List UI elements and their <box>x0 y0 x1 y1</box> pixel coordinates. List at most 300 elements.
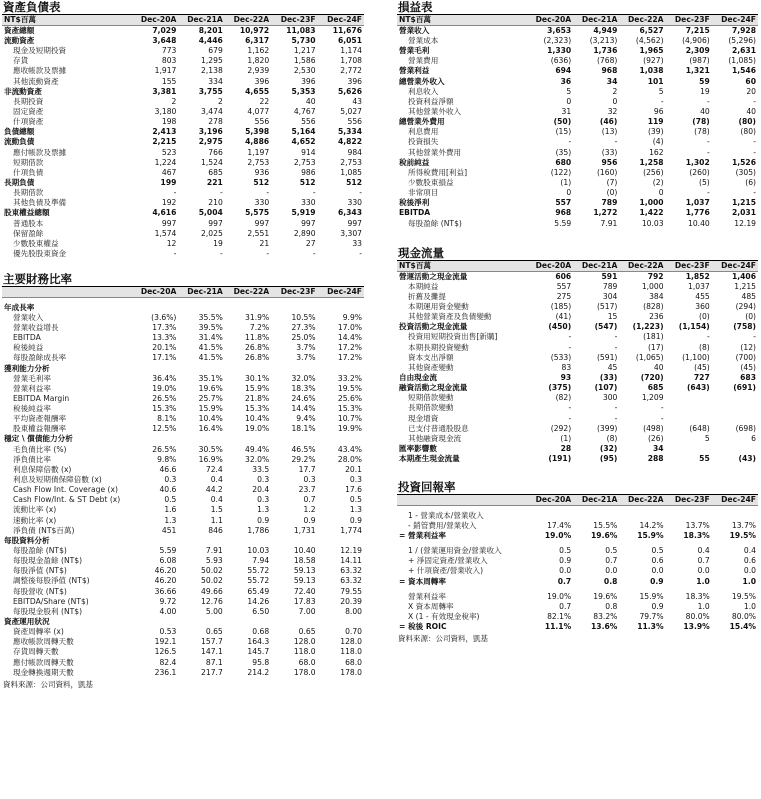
value-cell: 11,083 <box>286 26 316 35</box>
value-cell: 1,215 <box>734 281 756 291</box>
row-label: 總營業外費用 <box>399 117 445 127</box>
value-cell: (636) <box>550 56 572 66</box>
value-cell: - <box>266 249 270 259</box>
value-cell: 17.3% <box>152 322 177 332</box>
value-cell: 40.6 <box>159 485 177 495</box>
row-label: 每股現金盈餘 (NT$) <box>13 556 83 566</box>
value-cell: 2,772 <box>340 66 362 76</box>
value-cell: 10.7% <box>337 414 362 424</box>
value-cell: 679 <box>208 46 223 56</box>
value-cell: (720) <box>640 373 664 382</box>
value-cell: 984 <box>347 147 362 157</box>
value-cell: 5 <box>566 86 572 96</box>
value-cell: 17.2% <box>337 353 362 363</box>
value-cell: 0.5 <box>349 495 362 505</box>
value-cell: 485 <box>741 291 756 301</box>
table-row <box>397 343 758 353</box>
header-row <box>397 495 758 506</box>
value-cell: 221 <box>206 178 223 188</box>
value-cell: 11.8% <box>245 333 270 343</box>
row-label: 營業毛利率 <box>13 373 51 383</box>
value-cell: (8) <box>606 433 618 443</box>
row-label: = 營業利益率 <box>399 531 446 541</box>
table-row <box>2 148 364 158</box>
value-cell: 17.6 <box>345 485 362 495</box>
header-period: Dec-24F <box>712 15 758 26</box>
table-row <box>2 219 364 229</box>
row-label: 短期借款 <box>13 157 44 167</box>
value-cell: 25.6% <box>337 393 362 403</box>
value-cell: 1,786 <box>247 525 270 535</box>
value-cell: 5,919 <box>291 208 316 218</box>
value-cell: 997 <box>301 218 316 228</box>
value-cell: - <box>753 332 756 342</box>
value-cell: (160) <box>596 167 618 177</box>
value-cell: 7,029 <box>152 26 177 35</box>
value-cell: 304 <box>602 291 618 301</box>
value-cell: 6,051 <box>337 36 362 46</box>
value-cell: 2 <box>171 96 177 106</box>
value-cell: 1,736 <box>593 46 618 56</box>
category-label: 每股資料分析 <box>4 535 50 545</box>
value-cell: 1.0 <box>697 601 710 611</box>
value-cell: 30.1% <box>245 373 270 383</box>
value-cell: 15.5% <box>593 520 618 530</box>
table-row <box>2 485 364 495</box>
value-cell: - <box>614 342 618 352</box>
value-cell: 0.5 <box>651 546 664 556</box>
value-cell: 11,676 <box>332 26 362 35</box>
value-cell: (450) <box>548 322 572 332</box>
value-cell: - <box>614 332 618 342</box>
table-row <box>2 127 364 137</box>
row-label: 應收帳款周轉天數 <box>13 637 74 647</box>
row-label: 少數股東損益 <box>408 178 454 188</box>
value-cell: (3,213) <box>589 36 618 46</box>
value-cell: - <box>568 137 572 147</box>
row-label: 其他資產變動 <box>408 362 454 372</box>
table-row <box>397 566 758 576</box>
value-cell: 17.7 <box>298 464 316 474</box>
value-cell: 1.2 <box>303 505 316 515</box>
table-row <box>397 46 758 56</box>
value-cell: 0.3 <box>257 475 270 485</box>
value-cell: 2,025 <box>201 228 223 238</box>
header-unit <box>2 287 132 298</box>
value-cell: 83.2% <box>593 612 618 622</box>
value-cell: 6,343 <box>337 208 362 218</box>
value-cell: 80.0% <box>685 612 710 622</box>
value-cell: (191) <box>548 454 572 464</box>
value-cell: 59 <box>699 76 710 86</box>
value-cell: 19.5% <box>731 591 756 601</box>
row-label: 長期負債 <box>4 178 35 188</box>
category-label: 年成長率 <box>4 302 35 312</box>
value-cell: 21 <box>259 238 270 248</box>
header-period: Dec-24F <box>712 495 758 506</box>
right-column <box>397 0 758 644</box>
table-row <box>397 373 758 383</box>
row-label: 應付帳款周轉天數 <box>13 657 74 667</box>
value-cell: 33.2% <box>337 373 362 383</box>
value-cell: 82.1% <box>547 612 572 622</box>
value-cell: 192 <box>161 198 177 208</box>
table-row <box>2 374 364 384</box>
value-cell <box>573 511 619 521</box>
value-cell: 0.9 <box>303 515 316 525</box>
table-row <box>2 168 364 178</box>
value-cell: 1,917 <box>154 66 177 76</box>
value-cell: 9.9% <box>342 312 362 322</box>
value-cell: (547) <box>594 322 618 332</box>
value-cell: 936 <box>254 167 270 177</box>
value-cell: (95) <box>599 454 618 464</box>
value-cell: 0.65 <box>298 627 316 637</box>
row-label: 稅後淨利 <box>399 198 430 208</box>
value-cell: 0.53 <box>159 627 177 637</box>
value-cell: 1.0 <box>742 576 756 586</box>
value-cell: 288 <box>647 454 664 464</box>
value-cell: (80) <box>740 127 756 137</box>
table-row <box>2 668 364 678</box>
value-cell: 9.72 <box>159 596 177 606</box>
row-label: 優先股股東資金 <box>13 249 67 259</box>
value-cell: (12) <box>740 342 756 352</box>
value-cell: 1.6 <box>164 505 177 515</box>
value-cell: 46.5% <box>291 444 316 454</box>
value-cell: 19 <box>700 86 710 96</box>
value-cell <box>712 511 758 521</box>
value-cell <box>712 444 758 454</box>
value-cell: 6 <box>751 433 756 443</box>
table-row <box>397 332 758 342</box>
value-cell: 683 <box>740 373 756 382</box>
left-column <box>2 0 364 690</box>
table-row <box>397 302 758 312</box>
value-cell: 1,215 <box>731 198 756 208</box>
value-cell: 0.3 <box>257 495 270 505</box>
value-cell: (828) <box>643 302 664 312</box>
value-cell: 72.4 <box>205 464 223 474</box>
row-label: 短期借款變動 <box>408 393 454 403</box>
table-row <box>2 647 364 657</box>
row-label: 現金增資 <box>408 413 439 423</box>
value-cell: 1,546 <box>731 66 756 76</box>
table-row <box>2 526 364 536</box>
row-label: 什項負債 <box>13 167 44 177</box>
value-cell: - <box>707 332 710 342</box>
row-label: 稅前純益 <box>399 157 430 167</box>
value-cell: 4,822 <box>337 137 362 147</box>
value-cell: 27.3% <box>291 322 316 332</box>
table-row <box>2 46 364 56</box>
value-cell: 19.5% <box>729 531 756 541</box>
value-cell: - <box>266 188 270 198</box>
row-label: 本期運用資金變動 <box>408 302 469 312</box>
value-cell: 275 <box>556 291 572 301</box>
value-cell: 28.0% <box>337 454 362 464</box>
value-cell: 0.0 <box>651 566 664 576</box>
header-period: Dec-23F <box>271 15 317 26</box>
table-row <box>2 56 364 66</box>
row-label: 營業利益率 <box>13 383 51 393</box>
value-cell: (4) <box>652 137 664 147</box>
row-label: 平均資產報酬率 <box>13 414 67 424</box>
value-cell: 0.7 <box>605 556 618 566</box>
value-cell: (2,323) <box>543 36 572 46</box>
header-period: Dec-22A <box>619 261 665 272</box>
table-row <box>2 516 364 526</box>
value-cell: 3,474 <box>201 107 223 117</box>
row-label: Cash Flow Int. Coverage (x) <box>13 485 118 495</box>
value-cell: 199 <box>160 178 177 188</box>
header-row <box>2 15 364 26</box>
table-row <box>397 36 758 46</box>
value-cell: 22 <box>259 96 270 106</box>
value-cell: 26.8% <box>245 343 270 353</box>
value-cell: 2,551 <box>247 228 270 238</box>
row-label: = 資本周轉率 <box>399 576 446 586</box>
value-cell: 451 <box>161 525 177 535</box>
value-cell: 192.1 <box>154 637 177 647</box>
value-cell: 36 <box>560 76 572 86</box>
value-cell: 1.0 <box>696 576 710 586</box>
value-cell: 10.03 <box>247 546 270 556</box>
value-cell: 1,224 <box>154 157 177 167</box>
value-cell: 1,965 <box>639 46 664 56</box>
value-cell: (0) <box>698 312 710 322</box>
value-cell: 12.19 <box>340 546 362 556</box>
value-cell: 0.9 <box>559 556 572 566</box>
row-label: Cash Flow/Int. & ST Debt (x) <box>13 495 121 505</box>
value-cell: - <box>312 249 316 259</box>
value-cell: 0.9 <box>349 515 362 525</box>
value-cell: (6) <box>745 178 756 188</box>
header-period: Dec-21A <box>573 15 619 26</box>
value-cell: 5,730 <box>291 36 316 46</box>
header-period: Dec-20A <box>132 287 178 298</box>
value-cell <box>666 414 712 424</box>
value-cell: 846 <box>208 525 223 535</box>
value-cell: 18.1% <box>291 424 316 434</box>
value-cell: 1,037 <box>688 281 710 291</box>
value-cell: (1,100) <box>682 352 710 362</box>
row-label: EBITDA <box>13 333 41 343</box>
value-cell: 13.3% <box>152 333 177 343</box>
row-label: 資產周轉率 (x) <box>13 627 64 637</box>
income-statement-title: 損益表 <box>397 0 758 15</box>
value-cell: 7.91 <box>600 218 618 228</box>
table-row <box>397 556 758 566</box>
value-cell: 14.26 <box>247 596 270 606</box>
header-period: Dec-22A <box>619 495 665 506</box>
value-cell: 557 <box>556 281 572 291</box>
value-cell: 44.2 <box>205 485 223 495</box>
value-cell: 3.7% <box>296 343 316 353</box>
value-cell: 0.6 <box>743 556 756 566</box>
row-label: 利息保障倍數 (x) <box>13 464 72 474</box>
table-row <box>397 403 758 413</box>
value-cell: 3,180 <box>154 107 177 117</box>
value-cell: 214.2 <box>247 667 270 677</box>
value-cell: 6.08 <box>159 556 177 566</box>
value-cell: 18.3% <box>683 531 710 541</box>
table-row <box>2 229 364 239</box>
table-row <box>2 576 364 586</box>
header-period: Dec-20A <box>527 15 573 26</box>
value-cell: 556 <box>347 117 362 127</box>
row-label: 每股盈餘 (NT$) <box>408 218 462 228</box>
row-label: 營業收入 <box>13 312 44 322</box>
value-cell: 556 <box>301 117 316 127</box>
value-cell: (82) <box>555 393 572 403</box>
value-cell: - <box>614 137 618 147</box>
value-cell <box>619 511 665 521</box>
value-cell: (0) <box>745 312 756 322</box>
value-cell: 0.3 <box>164 475 177 485</box>
table-row <box>2 384 364 394</box>
value-cell: 5,353 <box>291 86 316 96</box>
value-cell: 2,753 <box>247 157 270 167</box>
value-cell: 0.9 <box>257 515 270 525</box>
roic-source-note: 資料來源：公司資料，凱基 <box>398 634 488 644</box>
value-cell: 145.7 <box>247 647 270 657</box>
value-cell: (35) <box>555 147 572 157</box>
value-cell: 512 <box>346 178 362 188</box>
category-label: 穩定 \ 償債能力分析 <box>4 434 73 444</box>
value-cell: 118.0 <box>293 647 316 657</box>
value-cell: 31 <box>561 107 572 117</box>
value-cell: 49.66 <box>201 586 223 596</box>
table-row <box>397 87 758 97</box>
value-cell: 4,616 <box>152 208 177 218</box>
value-cell: 35.5% <box>198 312 223 322</box>
value-cell: 93 <box>560 373 572 382</box>
value-cell: 0 <box>566 188 572 198</box>
table-row <box>397 612 758 622</box>
value-cell: 330 <box>347 198 362 208</box>
value-cell: 0.70 <box>345 627 362 637</box>
value-cell: 210 <box>208 198 223 208</box>
table-row <box>397 546 758 556</box>
value-cell: 1,820 <box>247 56 270 66</box>
value-cell: 789 <box>602 281 618 291</box>
value-cell: - <box>707 188 710 198</box>
value-cell: 330 <box>254 198 270 208</box>
value-cell: 1,774 <box>340 525 362 535</box>
value-cell: 3,648 <box>152 36 177 46</box>
value-cell: (768) <box>596 56 618 66</box>
value-cell: (4,906) <box>682 36 710 46</box>
row-label: 其他流動資產 <box>13 76 59 86</box>
value-cell: 396 <box>254 76 270 86</box>
value-cell: 55.72 <box>247 576 270 586</box>
table-row <box>2 178 364 188</box>
table-row <box>2 66 364 76</box>
category-row <box>2 363 364 373</box>
value-cell: 330 <box>301 198 316 208</box>
header-period: Dec-24F <box>318 287 364 298</box>
value-cell: 34 <box>606 76 618 86</box>
row-label: 1 / (營業運用資金/營業收入 <box>408 546 502 556</box>
value-cell: 0.5 <box>164 495 177 505</box>
table-row <box>2 239 364 249</box>
table-row <box>397 312 758 322</box>
value-cell: 1,574 <box>154 228 177 238</box>
value-cell: 0.8 <box>605 601 618 611</box>
row-label: 融資活動之現金流量 <box>399 383 468 393</box>
value-cell: 14.4% <box>291 404 316 414</box>
value-cell: 0.4 <box>697 546 710 556</box>
value-cell: (648) <box>689 423 710 433</box>
row-label: 投資損失 <box>408 137 439 147</box>
row-label: 流動資產 <box>4 36 35 46</box>
row-label: 淨負債比率 <box>13 454 51 464</box>
row-label: 應付帳款及票據 <box>13 147 67 157</box>
table-row <box>397 592 758 602</box>
value-cell: 4,655 <box>245 86 270 96</box>
value-cell: 1,708 <box>340 56 362 66</box>
table-row <box>2 404 364 414</box>
row-label: 固定資產 <box>13 107 44 117</box>
row-label: X (1 - 有效現金稅率) <box>408 612 480 622</box>
row-label: 非常項目 <box>408 188 439 198</box>
table-row <box>397 56 758 66</box>
value-cell: 3,196 <box>198 127 223 137</box>
header-row <box>2 287 364 298</box>
row-label: 流動負債 <box>4 137 35 147</box>
row-label: 長期投資 <box>13 96 44 106</box>
table-row <box>397 393 758 403</box>
value-cell <box>712 403 758 413</box>
value-cell: 9.8% <box>157 454 177 464</box>
value-cell: - <box>707 147 710 157</box>
table-row <box>2 587 364 597</box>
table-row <box>397 178 758 188</box>
value-cell: 1.5 <box>210 505 223 515</box>
value-cell: (185) <box>550 302 572 312</box>
value-cell: 80.0% <box>731 612 756 622</box>
value-cell: (517) <box>596 302 618 312</box>
header-period: Dec-23F <box>666 15 712 26</box>
value-cell: 126.5 <box>154 647 177 657</box>
value-cell: 10.03 <box>641 218 664 228</box>
value-cell: 1.3 <box>257 505 270 515</box>
value-cell: 1,406 <box>731 271 756 281</box>
value-cell: 727 <box>693 373 710 382</box>
header-period: Dec-20A <box>527 261 573 272</box>
header-unit <box>397 495 527 506</box>
value-cell: 997 <box>208 218 223 228</box>
value-cell: 128.0 <box>293 637 316 647</box>
row-label: 所得稅費用[利益] <box>408 167 468 177</box>
header-unit: NT$百萬 <box>2 15 132 26</box>
row-label: 其他營業外費用 <box>408 147 462 157</box>
value-cell: 455 <box>695 291 710 301</box>
value-cell: 1,295 <box>201 56 223 66</box>
value-cell: 1,209 <box>641 393 664 403</box>
table-row <box>397 271 758 282</box>
value-cell: (33) <box>601 147 618 157</box>
value-cell: - <box>173 188 177 198</box>
row-label: + 淨固定資產/營業收入 <box>408 556 488 566</box>
value-cell: 2,215 <box>152 137 177 147</box>
value-cell: 1,776 <box>685 208 710 218</box>
value-cell: 236 <box>649 312 664 322</box>
value-cell: 31.4% <box>198 333 223 343</box>
value-cell: 1,037 <box>685 198 710 208</box>
value-cell: 19.9% <box>337 424 362 434</box>
